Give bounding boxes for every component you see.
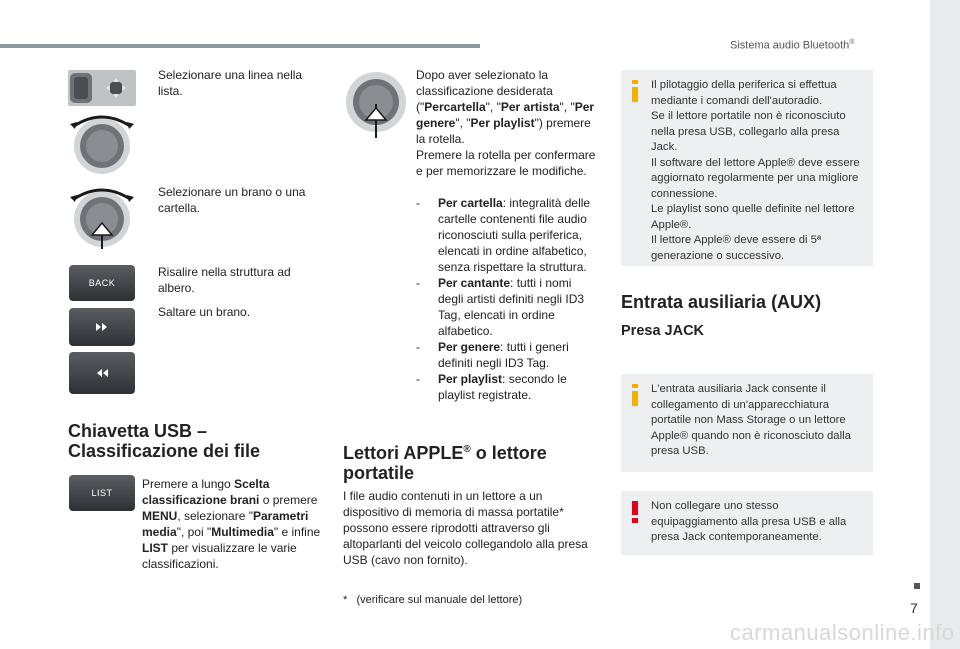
apple-heading: Lettori APPLE® o lettore portatile — [343, 443, 547, 483]
list-item: - Per cantante: tutti i nomi degli artisti definiti negli ID3 Tag, elencati in ordine alfabetico. — [416, 276, 585, 338]
list-item: - Per cartella: integralità delle cartelle contenenti file audio riconosciuti sulla periferica, elencati in ordine alfabetico, senza rispettare la struttura. — [416, 196, 591, 274]
info-icon — [629, 80, 641, 102]
header-rule — [0, 44, 480, 48]
next-track-button-icon — [69, 308, 135, 346]
classification-intro: Dopo aver selezionato la classificazione desiderata ("Percartella", "Per artista", "Per genere", "Per playlist") premere la rotella. Premere la rotella per confermare e per memorizzare le modifiche. — [416, 68, 596, 178]
list-button-icon: LIST — [69, 475, 135, 511]
page-number: 7 — [910, 600, 918, 616]
go-up-text: Risalire nella struttura ad albero. — [158, 265, 291, 295]
select-track-text: Selezionare un brano o una cartella. — [158, 185, 306, 215]
previous-track-button-icon — [69, 352, 135, 394]
classification-list — [416, 195, 596, 403]
joystick-icon — [68, 70, 136, 106]
select-line-text: Selezionare una linea nella lista. — [158, 68, 303, 98]
watermark: carmanualsonline.info — [730, 620, 955, 645]
back-button-icon: BACK — [69, 265, 135, 301]
end-marker — [914, 583, 920, 589]
info-box-usb-apple: Il pilotaggio della periferica si effettua mediante i comandi dell'autoradio. Se il lettore portatile non è riconosciuto nella presa USB, collegarlo alla presa Jack. Il software del lettore Apple® deve essere aggiornato regolarmente per una migliore connessione. Le playlist sono quelle definite nel lettore Apple®. Il lettore Apple® deve essere di 5ª generazione o successivo. — [621, 70, 873, 266]
list-item: - Per playlist: secondo le playlist registrate. — [416, 372, 567, 402]
jack-heading: Presa JACK — [621, 323, 705, 339]
footnote: * (verificare sul manuale del lettore) — [343, 594, 523, 606]
usb-instructions: Premere a lungo Scelta classificazione brani o premere MENU, selezionare "Parametri media", poi "Multimedia" e infine LIST per visualizzare le varie classificazioni. — [142, 477, 321, 571]
rotate-knob-icon — [68, 110, 136, 178]
press-knob-icon — [342, 68, 410, 142]
warning-box: Non collegare uno stesso equipaggiamento alla presa USB e alla presa Jack contemporaneamente. — [621, 491, 873, 555]
info-box-jack: L'entrata ausiliaria Jack consente il collegamento di un'apparecchiatura portatile non Mass Storage o un lettore Apple® quando non è riconosciuto dalla presa USB. — [621, 374, 873, 472]
rotate-press-knob-icon — [68, 183, 136, 253]
section-title: Sistema audio Bluetooth® — [730, 39, 855, 52]
skip-track-text: Saltare un brano. — [158, 305, 251, 319]
warning-icon — [629, 501, 641, 523]
aux-heading: Entrata ausiliaria (AUX) — [621, 292, 822, 312]
apple-text: I file audio contenuti in un lettore a un dispositivo di memoria di massa portatile* possono essere riprodotti attraverso gli altoparlanti del veicolo collegandolo alla presa USB (cavo non fornito). — [343, 489, 588, 567]
page-edge-strip — [930, 0, 960, 649]
info-icon — [629, 384, 641, 406]
list-item: - Per genere: tutti i generi definiti negli ID3 Tag. — [416, 340, 569, 370]
usb-heading: Chiavetta USB – Classificazione dei file — [68, 421, 261, 461]
